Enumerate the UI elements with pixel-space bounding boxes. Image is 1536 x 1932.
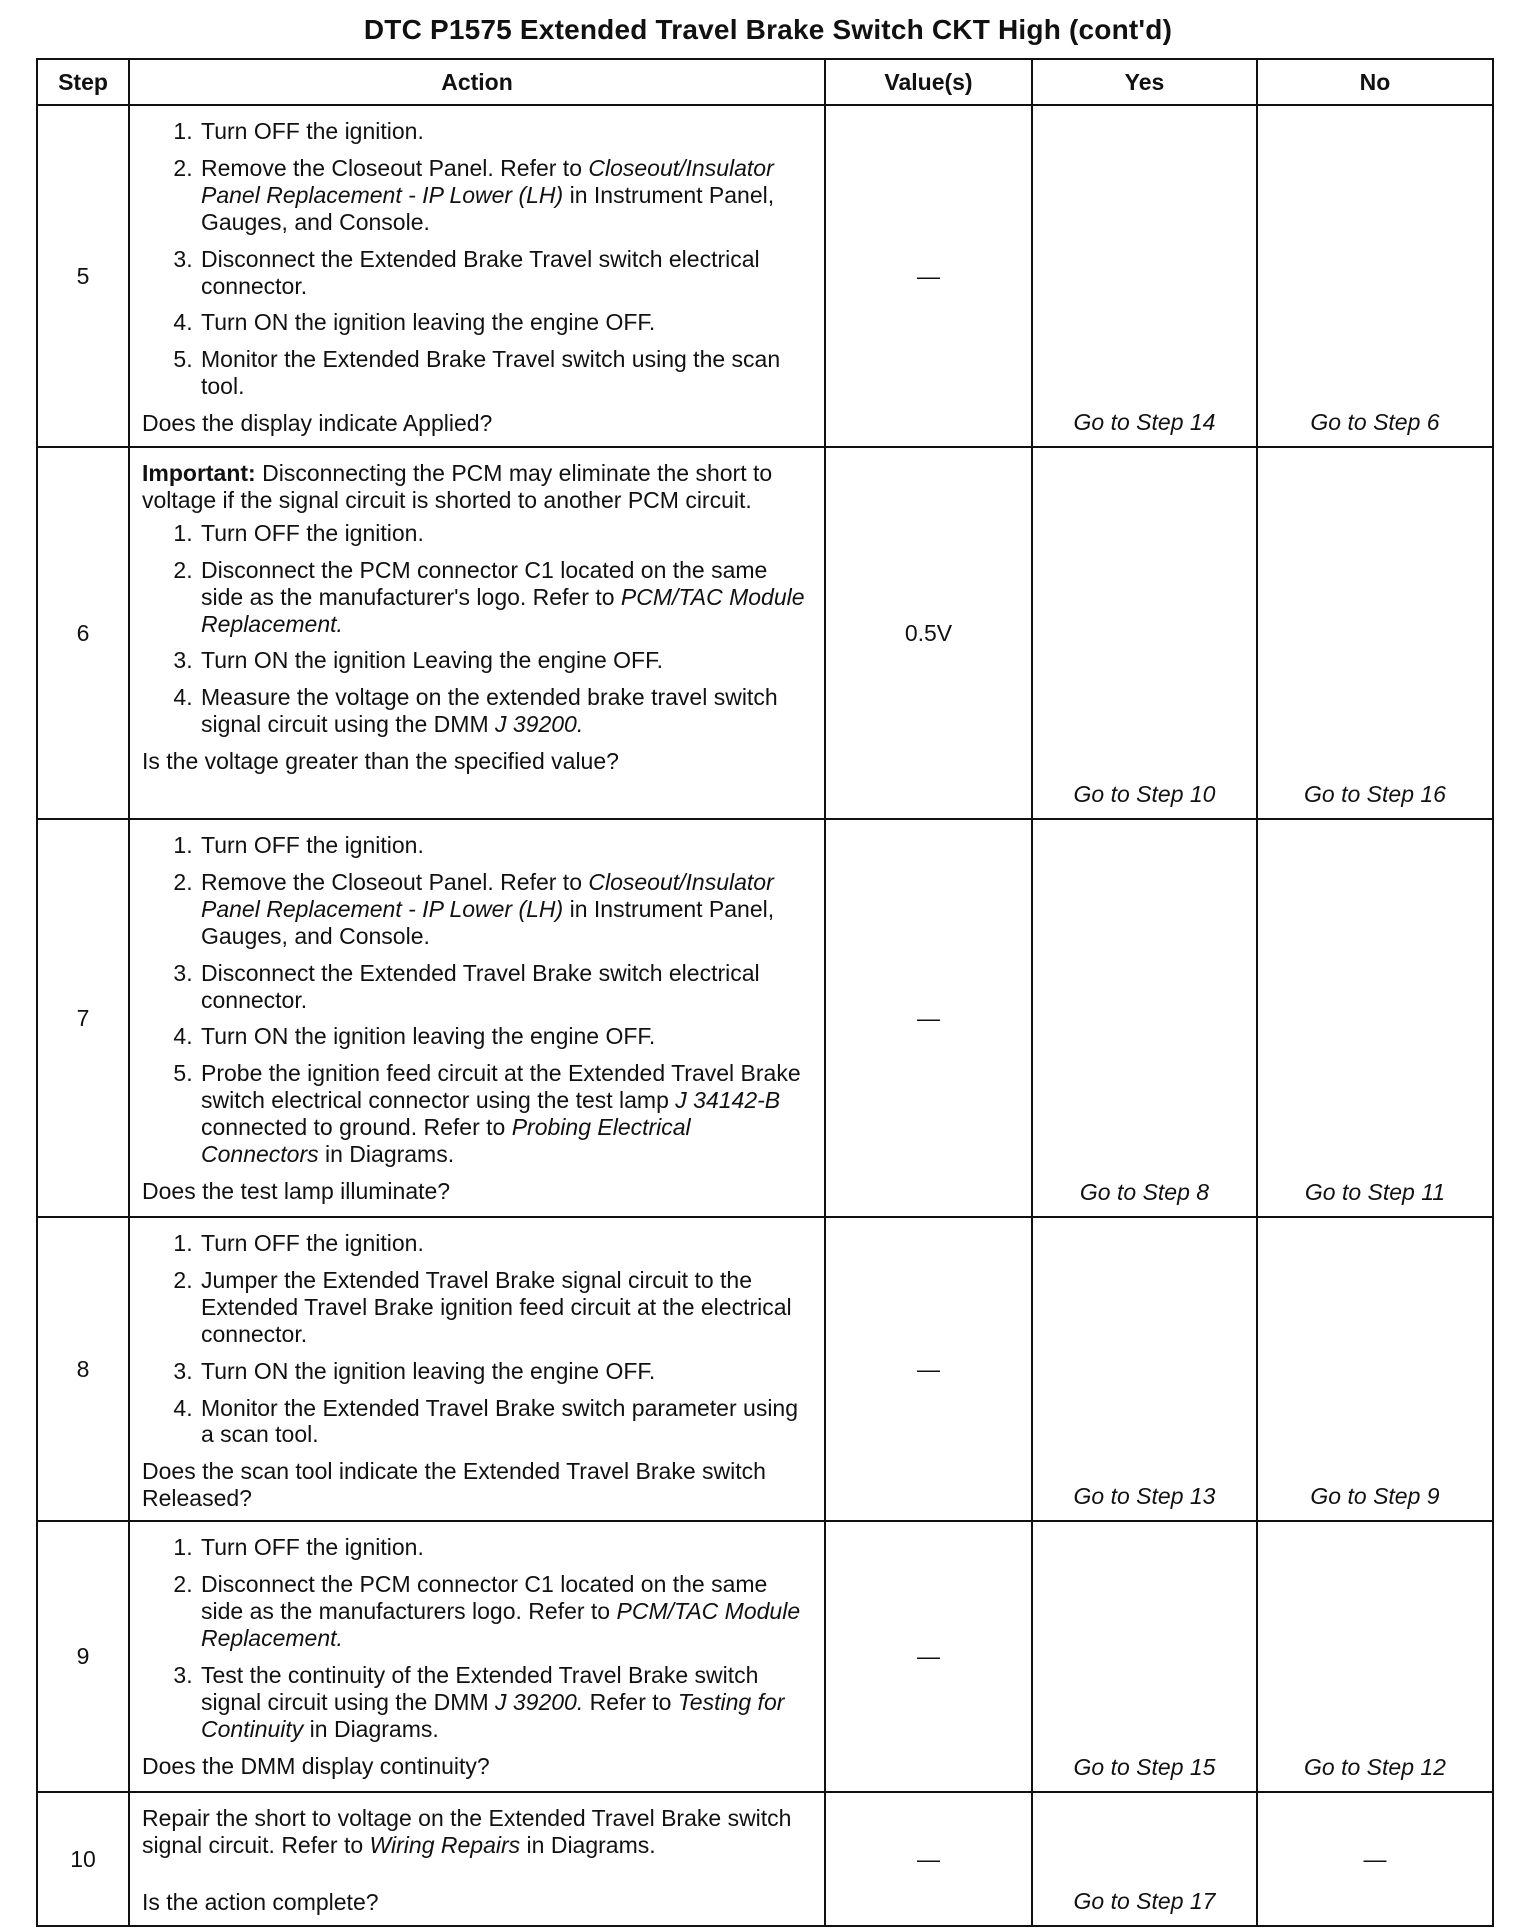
action-step (199, 1534, 814, 1561)
action-step (199, 118, 814, 145)
value-cell: — (825, 819, 1032, 1217)
action-cell (129, 1217, 825, 1521)
action-cell (129, 819, 825, 1217)
yes-cell: Go to Step 17 (1032, 1792, 1257, 1926)
action-step (199, 1023, 814, 1050)
no-cell: Go to Step 16 (1257, 447, 1493, 819)
no-cell: Go to Step 6 (1257, 105, 1493, 447)
action-step (199, 832, 814, 859)
action-cell (129, 447, 825, 819)
text-segment: Turn OFF the ignition. (201, 832, 424, 858)
text-segment: Closeout/Insulator Panel Replacement - IP Lower (LH) (201, 154, 774, 208)
action-step (199, 346, 814, 400)
text-segment: Turn OFF the ignition. (201, 519, 424, 546)
text-segment: Testing for Continuity (201, 1688, 785, 1742)
text-segment: Disconnect the Extended Brake Travel switch electrical connector. (201, 245, 760, 299)
value-cell: — (825, 105, 1032, 447)
action-step (199, 557, 814, 638)
yes-cell: Go to Step 13 (1032, 1217, 1257, 1521)
header-step: Step (37, 59, 129, 105)
action-step (199, 1267, 814, 1348)
text-segment: J 39200. (495, 1688, 584, 1715)
value-cell: — (825, 1792, 1032, 1926)
step-number: 8 (37, 1217, 129, 1521)
action-question: Does the display indicate Applied? (142, 410, 493, 437)
step-number: 5 (37, 105, 129, 447)
document-title: DTC P1575 Extended Travel Brake Switch CKT High (cont'd) (363, 14, 1173, 45)
header-no: No (1257, 59, 1493, 105)
text-segment: J 39200. (495, 711, 584, 738)
action-step (199, 520, 814, 547)
diagnostic-table (36, 58, 1494, 1927)
text-segment: Turn OFF the ignition. (201, 1230, 424, 1256)
action-step (199, 684, 814, 738)
text-segment: in Diagrams. (318, 1141, 455, 1168)
action-cell (129, 105, 825, 447)
action-steps (142, 1230, 814, 1448)
action-step (199, 246, 814, 300)
text-segment: J 34142-B (675, 1087, 781, 1114)
action-steps (142, 520, 814, 738)
text-segment: Jumper the Extended Travel Brake signal circuit to the Extended Travel Brake ignition feed circuit at the electrical connector. (201, 1266, 792, 1347)
yes-cell: Go to Step 15 (1032, 1521, 1257, 1792)
header-yes: Yes (1032, 59, 1257, 105)
text-segment: Repair the short to voltage on the Extended Travel Brake switch signal circuit. Refer to (142, 1805, 792, 1859)
text-segment: Remove the Closeout Panel. Refer to (201, 868, 589, 895)
text-segment: Turn OFF the ignition. (201, 118, 424, 144)
text-segment: in Instrument Panel, Gauges, and Console. (201, 895, 775, 949)
action-question: Does the scan tool indicate the Extended Travel Brake switch Released? (142, 1458, 766, 1512)
text-segment: Disconnecting the PCM may eliminate the short to voltage if the signal circuit is shorted to another PCM circuit. (142, 460, 773, 513)
action-step (199, 1662, 814, 1743)
table-row (37, 105, 1493, 447)
text-segment: in Instrument Panel, Gauges, and Console. (201, 181, 775, 235)
text-segment: Probing Electrical Connectors (201, 1114, 691, 1168)
table-row (37, 1521, 1493, 1792)
action-question: Is the voltage greater than the specified value? (142, 748, 619, 775)
table-body (37, 105, 1493, 1926)
value-cell: 0.5V (825, 447, 1032, 819)
step-number: 7 (37, 819, 129, 1217)
text-segment: Turn ON the ignition leaving the engine OFF. (201, 1023, 656, 1050)
action-question: Does the test lamp illuminate? (142, 1177, 451, 1204)
text-segment: PCM/TAC Module Replacement. (201, 1597, 801, 1651)
table-row (37, 447, 1493, 819)
text-segment: Disconnect the Extended Travel Brake switch electrical connector. (201, 959, 760, 1013)
value-cell: — (825, 1521, 1032, 1792)
action-step (199, 869, 814, 950)
action-step (199, 1230, 814, 1257)
action-step (199, 960, 814, 1014)
value-cell: — (825, 1217, 1032, 1521)
no-cell: Go to Step 9 (1257, 1217, 1493, 1521)
text-segment: Monitor the Extended Brake Travel switch using the scan tool. (201, 346, 781, 400)
action-cell (129, 1521, 825, 1792)
action-step (199, 1358, 814, 1385)
header-values: Value(s) (825, 59, 1032, 105)
action-intro (142, 1805, 814, 1859)
text-segment: Disconnect the PCM connector C1 located on the same side as the manufacturers logo. Refer to (201, 1571, 768, 1624)
yes-cell: Go to Step 14 (1032, 105, 1257, 447)
text-segment: PCM/TAC Module Replacement. (201, 583, 805, 637)
text-segment: Turn ON the ignition leaving the engine OFF. (201, 1357, 656, 1384)
header-action: Action (129, 59, 825, 105)
text-segment: Turn OFF the ignition. (201, 1534, 424, 1561)
action-steps (142, 832, 814, 1168)
action-question: Is the action complete? (142, 1888, 379, 1915)
action-step (199, 309, 814, 336)
no-cell: Go to Step 12 (1257, 1521, 1493, 1792)
action-step (199, 1571, 814, 1652)
text-segment: Disconnect the PCM connector C1 located on the same side as the manufacturer's logo. Refer to (201, 556, 768, 610)
action-cell (129, 1792, 825, 1926)
step-number: 6 (37, 447, 129, 819)
text-segment: Closeout/Insulator Panel Replacement - IP Lower (LH) (201, 868, 774, 922)
action-question: Does the DMM display continuity? (142, 1752, 490, 1779)
text-segment: Important: (142, 460, 256, 486)
table-row (37, 1792, 1493, 1926)
action-step (199, 1395, 814, 1449)
text-segment: Probe the ignition feed circuit at the Extended Travel Brake switch electrical connector using the test lamp (201, 1060, 801, 1114)
text-segment: Monitor the Extended Travel Brake switch parameter using a scan tool. (201, 1394, 799, 1448)
text-segment: in Diagrams. (303, 1715, 439, 1742)
text-segment: connected to ground. Refer to (201, 1114, 512, 1141)
text-segment: Test the continuity of the Extended Travel Brake switch signal circuit using the DMM (201, 1661, 759, 1715)
table-row (37, 1217, 1493, 1521)
action-step (199, 1060, 814, 1168)
text-segment: Turn ON the ignition leaving the engine OFF. (201, 309, 656, 336)
action-step (199, 155, 814, 236)
text-segment: Turn ON the ignition Leaving the engine OFF. (201, 647, 663, 674)
no-cell: Go to Step 11 (1257, 819, 1493, 1217)
step-number: 9 (37, 1521, 129, 1792)
text-segment: Wiring Repairs (369, 1832, 521, 1859)
no-cell: — (1257, 1792, 1493, 1926)
action-intro (142, 460, 814, 514)
text-segment: Remove the Closeout Panel. Refer to (201, 154, 589, 181)
action-steps (142, 1534, 814, 1742)
step-number: 10 (37, 1792, 129, 1926)
text-segment: Refer to (583, 1688, 678, 1715)
yes-cell: Go to Step 8 (1032, 819, 1257, 1217)
yes-cell: Go to Step 10 (1032, 447, 1257, 819)
text-segment: in Diagrams. (520, 1832, 656, 1859)
header-row (37, 59, 1493, 105)
table-row (37, 819, 1493, 1217)
action-steps (142, 118, 814, 400)
action-step (199, 647, 814, 674)
text-segment: Measure the voltage on the extended brake travel switch signal circuit using the DMM (201, 684, 778, 738)
